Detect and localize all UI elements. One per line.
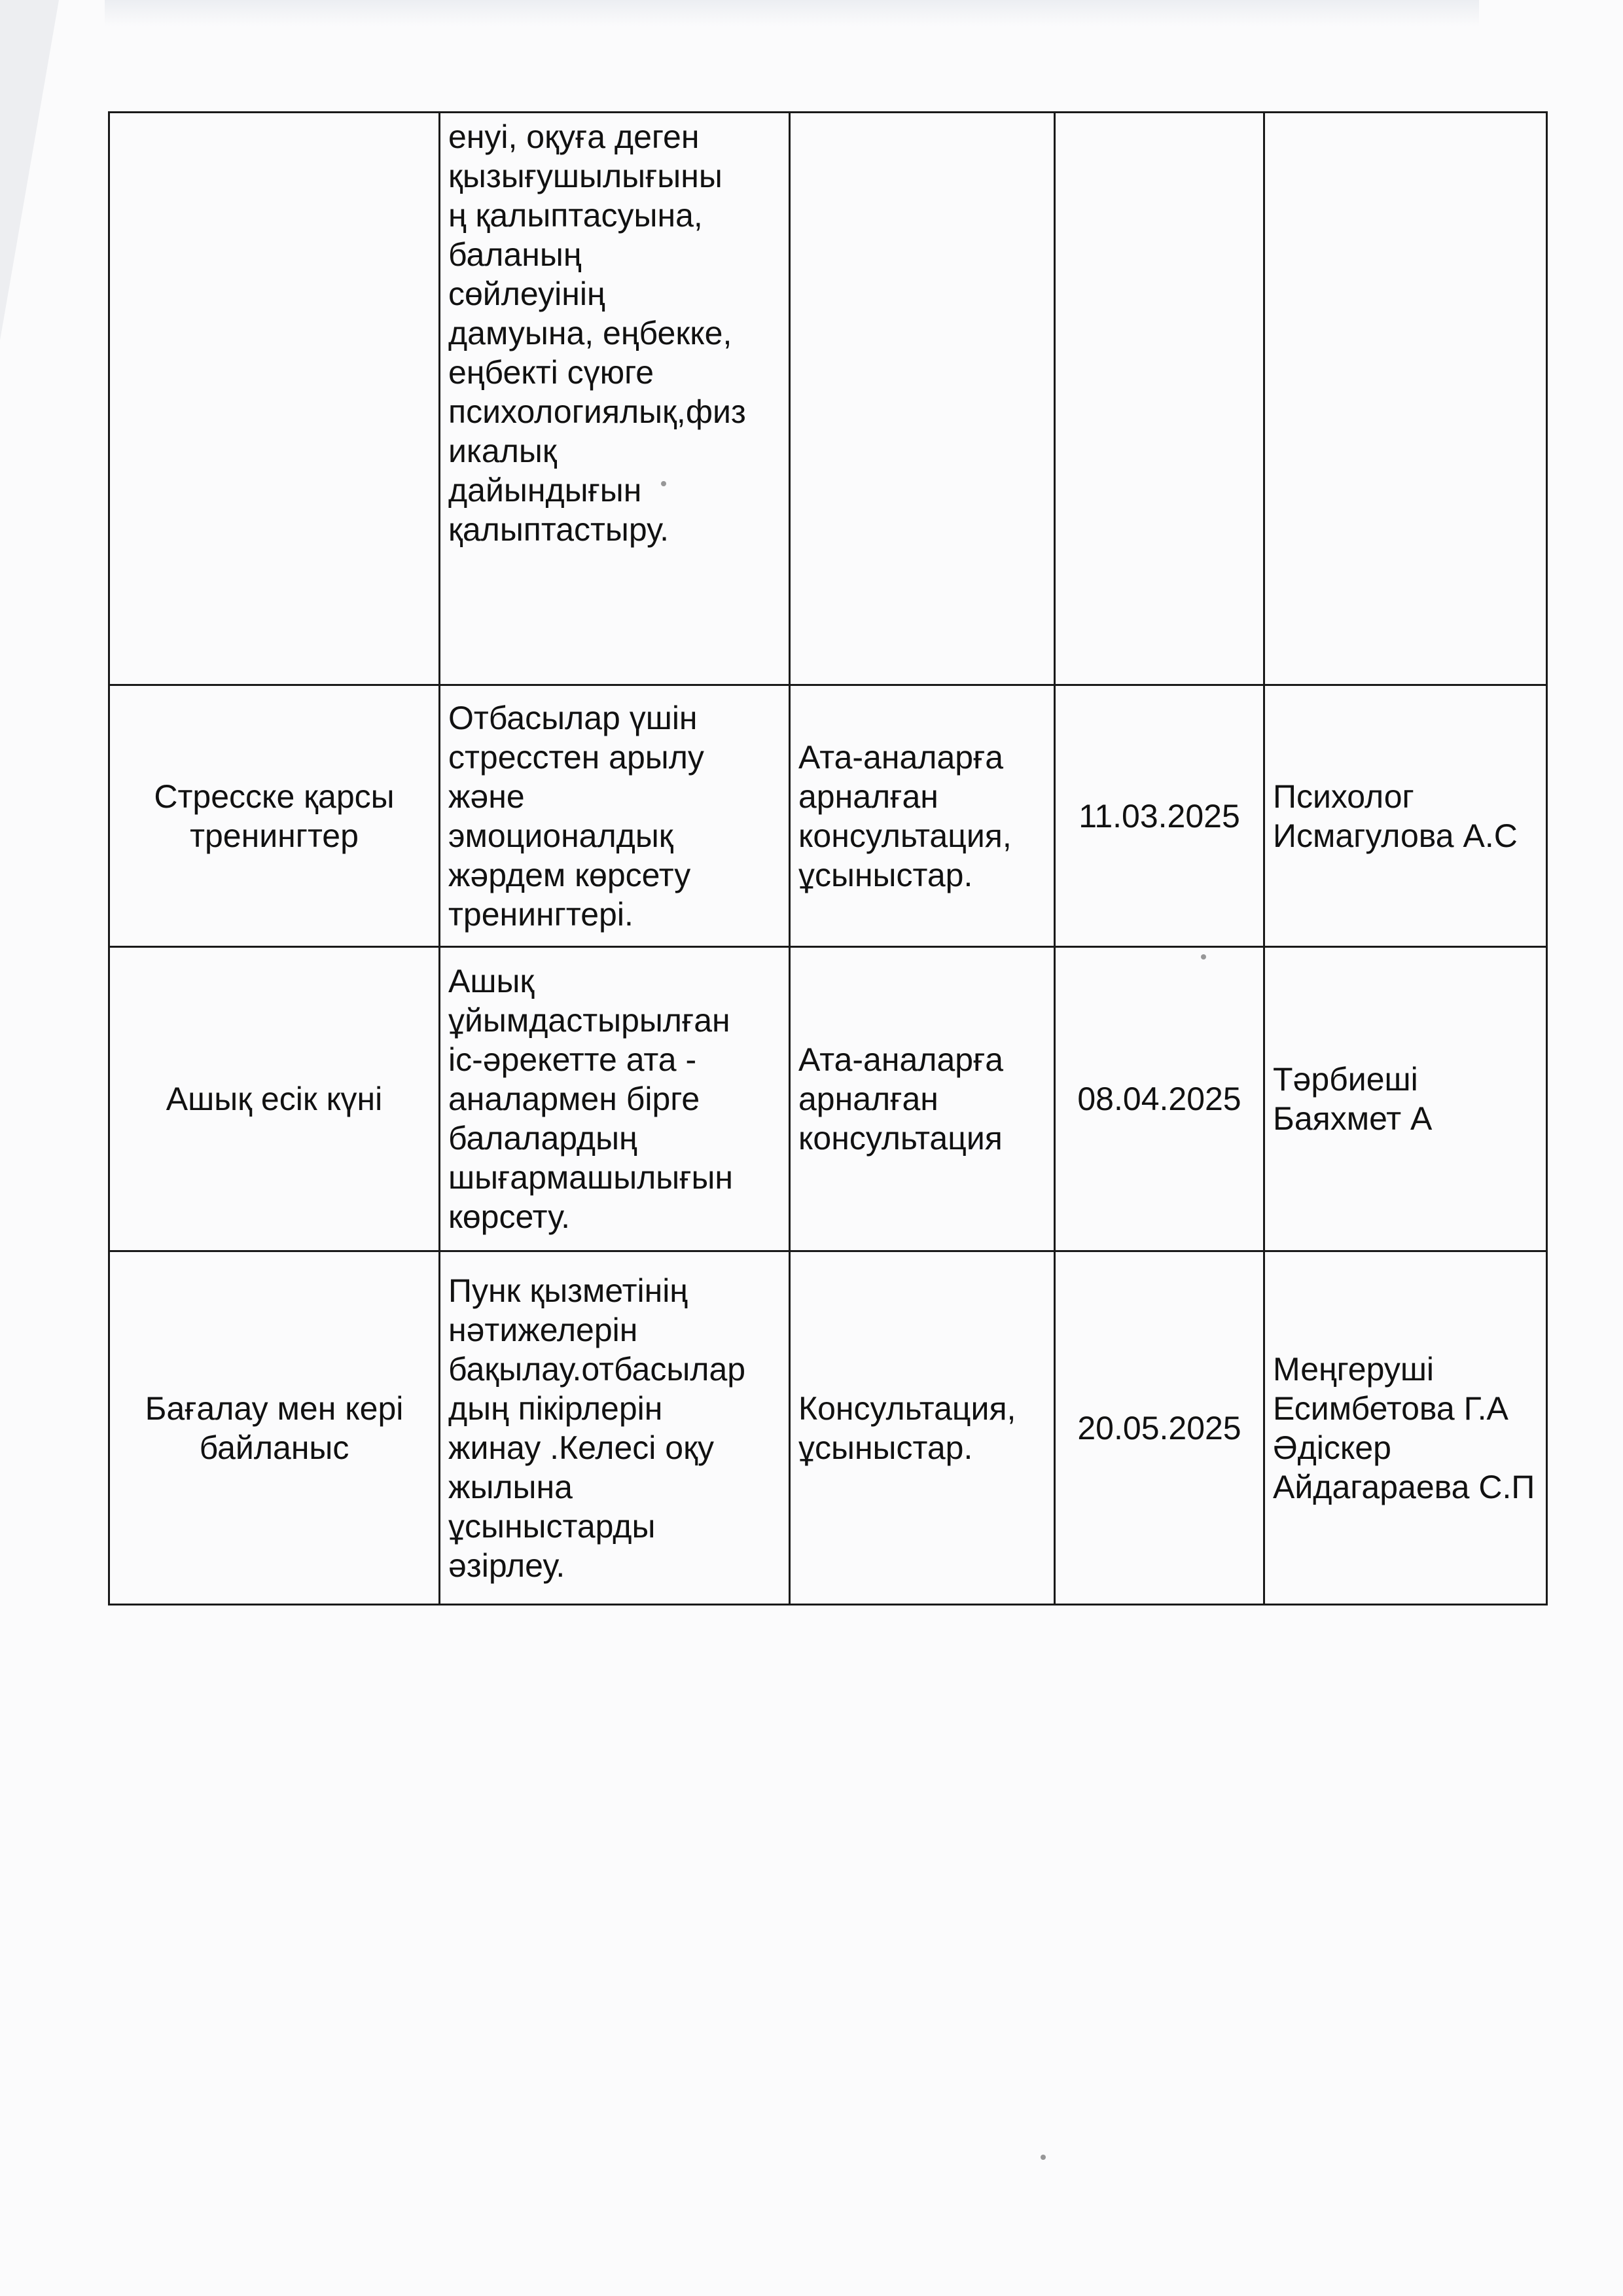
event-cell: Ашық есік күні — [109, 947, 440, 1251]
scan-edge-shadow — [0, 0, 59, 340]
date-cell: 20.05.2025 — [1055, 1251, 1264, 1605]
form-cell — [790, 113, 1055, 685]
responsible-cell: Тәрбиеші Баяхмет А — [1264, 947, 1547, 1251]
description-cell: Отбасылар үшін стресстен арылу және эмоционалдық жәрдем көрсету тренингтері. — [440, 685, 790, 947]
form-cell: Консультация, ұсыныстар. — [790, 1251, 1055, 1605]
table-row — [109, 113, 1547, 685]
responsible-cell: Психолог Исмагулова А.С — [1264, 685, 1547, 947]
date-cell — [1055, 113, 1264, 685]
description-cell: Пунк қызметінің нәтижелерін бақылау.отбасылар дың пікірлерін жинау .Келесі оқу жылына ұсыныстарды әзірлеу. — [440, 1251, 790, 1605]
scan-fold-shadow — [105, 0, 1479, 26]
table-row — [109, 947, 1547, 1251]
event-cell: Бағалау мен кері байланыс — [109, 1251, 440, 1605]
description-cell: енуі, оқуға деген қызығушылығыны ң қалыптасуына, баланың сөйлеуінің дамуына, еңбекке, еңбекті сүюге психологиялық,физ икалық дайындығын қалыптастыру. — [440, 113, 790, 685]
responsible-cell: Меңгеруші Есимбетова Г.А Әдіскер Айдагараева С.П — [1264, 1251, 1547, 1605]
description-cell: Ашық ұйымдастырылған іс-әрекетте ата - аналармен бірге балалардың шығармашылығын көрсету. — [440, 947, 790, 1251]
table-row — [109, 685, 1547, 947]
form-cell: Ата-аналарға арналған консультация — [790, 947, 1055, 1251]
event-cell: Стресске қарсы тренингтер — [109, 685, 440, 947]
date-cell: 08.04.2025 — [1055, 947, 1264, 1251]
scan-speck — [661, 481, 666, 486]
table-row — [109, 1251, 1547, 1605]
form-cell: Ата-аналарға арналған консультация, ұсыныстар. — [790, 685, 1055, 947]
responsible-cell — [1264, 113, 1547, 685]
scan-speck — [1201, 954, 1206, 960]
date-cell: 11.03.2025 — [1055, 685, 1264, 947]
plan-table — [108, 111, 1548, 1605]
scan-speck — [1041, 2155, 1046, 2160]
event-cell — [109, 113, 440, 685]
